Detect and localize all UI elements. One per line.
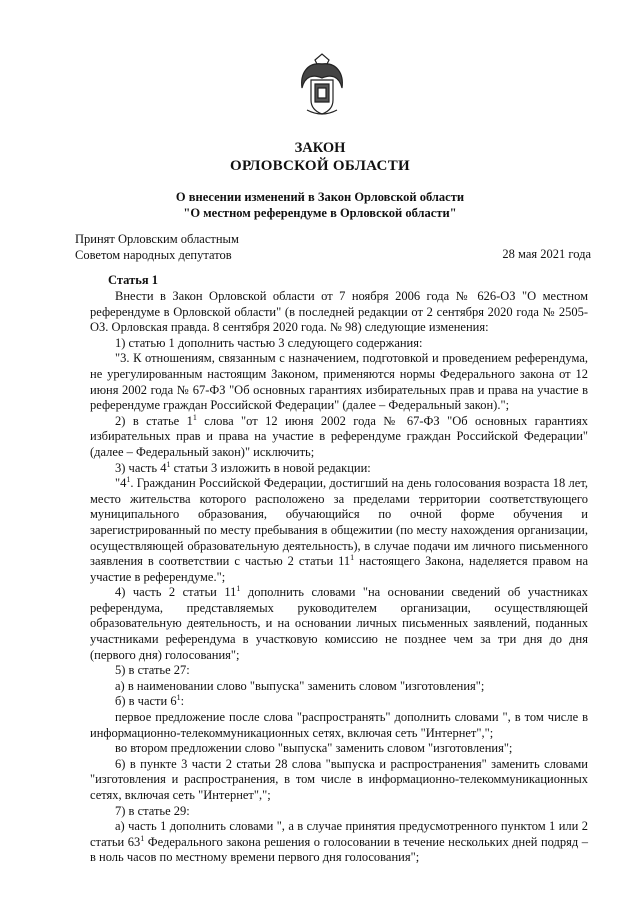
article-title: Статья 1 <box>108 273 158 287</box>
paragraph: "$4^1$. Гражданин Российской Федерации, достигший на день голосования возраста 18 лет, место жительства которого расположено за пределами территории соответствующего муниципального образования, обучающийся по очной форме обучения и зарегистрированный по месту пребывания в общежитии (по месту нахождения организации, осуществляющей образовательную деятельность), в случае подачи им личного письменного заявления в соответствии с частью 2 статьи $11^1$ настоящего Закона, наделяется правом на участие в референдуме."; <box>90 474 588 584</box>
law-subtitle-line1: О внесении изменений в Закон Орловской области <box>175 190 465 204</box>
document-type-title: ЗАКОН <box>294 140 346 156</box>
paragraph: во втором предложении слово "выпуска" заменить словом "изготовления"; <box>115 741 513 756</box>
paragraph: 2) в статье $1^1$ слова "от 12 июня 2002 года № 67-ФЗ "Об основных гарантиях избирательных прав и права на участие в референдуме граждан Российской Федерации" (далее – Федеральный закон)" исключить; <box>90 412 588 459</box>
paragraph: Внести в Закон Орловской области от 7 ноября 2006 года № 626-ОЗ "О местном референдуме в Орловской области" (в последней редакции от 2 сентября 2020 года № 2505-ОЗ. Орловская правда. 8 сентября 2020 года. № 98) следующие изменения: <box>90 289 588 335</box>
paragraph: "3. К отношениям, связанным с назначением, подготовкой и проведением референдума, не урегулированным настоящим Законом, применяются нормы Федерального закона от 12 июня 2002 года № 67-ФЗ "Об основных гарантиях избирательных прав и права на участие в референдуме граждан Российской Федерации" (далее – Федеральный закон)."; <box>90 351 588 413</box>
paragraph: б) в части $6^1$: <box>115 693 185 709</box>
adoption-block <box>75 231 239 263</box>
region-title: ОРЛОВСКОЙ ОБЛАСТИ <box>230 158 410 174</box>
adoption-line2: Советом народных депутатов <box>75 248 232 262</box>
adoption-date: 28 мая 2021 года <box>502 247 591 261</box>
law-subtitle-line2: "О местном референдуме в Орловской области" <box>183 206 457 220</box>
paragraph: 1) статью 1 дополнить частью 3 следующего содержания: <box>115 335 423 350</box>
paragraph: 4) часть 2 статьи $11^1$ дополнить словами "на основании сведений об участниках референдума, представляемых руководителем организации, осуществляющей образовательную деятельность, и на основании личных письменных заявлений, поданных участниками референдума в участковую комиссию не позднее чем за три дня до дня (первого дня) голосования"; <box>90 584 588 662</box>
paragraph: 7) в статье 29: <box>115 803 190 818</box>
paragraph: а) часть 1 дополнить словами ", а в случае принятия предусмотренного пунктом 1 или 2 статьи $63^1$ Федерального закона решения о голосовании в течение нескольких дней подряд – в ноль часов по местному времени первого дня голосования"; <box>90 819 588 865</box>
paragraph: 5) в статье 27: <box>115 663 190 678</box>
paragraph: первое предложение после слова "распространять" дополнить словами ", в том числе в информационно-телекоммуникационных сетях, включая сеть "Интернет","; <box>90 710 588 740</box>
paragraph: 6) в пункте 3 части 2 статьи 28 слова "выпуска и распространения" заменить словами "изготовления и распространения, в том числе в информационно-телекоммуникационных сетях, включая сеть "Интернет","; <box>90 756 588 802</box>
coat-of-arms-icon <box>297 52 347 120</box>
adoption-line1: Принят Орловским областным <box>75 232 239 246</box>
paragraph: а) в наименовании слово "выпуска" заменить словом "изготовления"; <box>115 678 485 693</box>
article-body <box>90 289 588 866</box>
paragraph: 3) часть $4^1$ статьи 3 изложить в новой редакции: <box>115 459 371 475</box>
